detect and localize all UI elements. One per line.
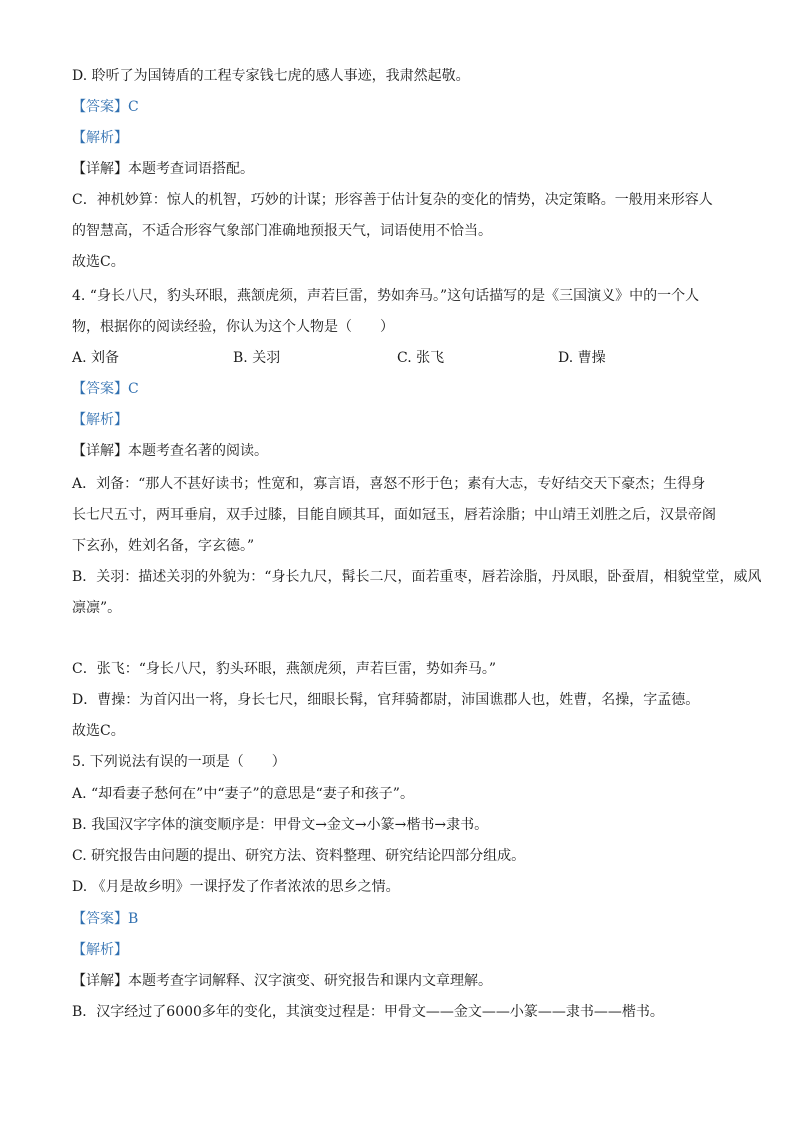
answer-label: 【答案】C	[72, 99, 139, 115]
detail-text: 【详解】本题考查名著的阅读。	[72, 443, 268, 459]
question-4-stem: 4. “身长八尺，豹头环眼，燕颔虎须，声若巨雷，势如奔马。”这句话描写的是《三国演义》中的一个人	[72, 288, 700, 304]
q5-option-d: D. 《月是故乡明》一课抒发了作者浓浓的思乡之情。	[72, 879, 400, 895]
detail-text: 【详解】本题考查字词解释、汉字演变、研究报告和课内文章理解。	[72, 973, 492, 989]
question-4-stem: 物，根据你的阅读经验，你认为这个人物是（ ）	[72, 319, 394, 335]
q4-option-d: D. 曹操	[558, 350, 606, 366]
explanation-text: B．关羽：描述关羽的外貌为：“身长九尺，髯长二尺，面若重枣，唇若涂脂，丹凤眼，卧蚕眉，相貌堂堂，威风	[72, 569, 762, 585]
explanation-text: 下玄孙，姓刘名备，字玄德。”	[72, 538, 255, 554]
q4-option-b: B. 关羽	[233, 350, 281, 366]
explanation-text: 的智慧高，不适合形容气象部门准确地预报天气，词语使用不恰当。	[72, 223, 492, 239]
explanation-text: A．刘备：“那人不甚好读书；性宽和，寡言语，喜怒不形于色；素有大志，专好结交天下豪杰；生得身	[72, 476, 706, 492]
explanation-text: C．神机妙算：惊人的机智，巧妙的计谋；形容善于估计复杂的变化的情势，决定策略。一般用来形容人	[72, 192, 713, 208]
q3-option-d: D. 聆听了为国铸盾的工程专家钱七虎的感人事迹，我肃然起敬。	[72, 68, 470, 84]
answer-label: 【答案】C	[72, 381, 139, 397]
q4-option-c: C. 张飞	[397, 350, 445, 366]
question-5-stem: 5. 下列说法有误的一项是（ ）	[72, 754, 286, 770]
explanation-text: 长七尺五寸，两耳垂肩，双手过膝，目能自顾其耳，面如冠玉，唇若涂脂；中山靖王刘胜之后，汉景帝阁	[72, 507, 716, 523]
conclusion-text: 故选C。	[72, 254, 125, 270]
analysis-label: 【解析】	[72, 412, 128, 428]
q5-option-c: C. 研究报告由问题的提出、研究方法、资料整理、研究结论四部分组成。	[72, 848, 526, 864]
analysis-label: 【解析】	[72, 942, 128, 958]
explanation-text: C．张飞：“身长八尺，豹头环眼，燕颔虎须，声若巨雷，势如奔马。”	[72, 661, 497, 677]
q4-option-a: A. 刘备	[72, 350, 120, 366]
conclusion-text: 故选C。	[72, 723, 125, 739]
answer-label: 【答案】B	[72, 911, 139, 927]
explanation-text: D．曹操：为首闪出一将，身长七尺，细眼长髯，官拜骑都尉，沛国谯郡人也，姓曹，名操，字孟德。	[72, 692, 700, 708]
explanation-text: 凛凛”。	[72, 600, 122, 616]
q5-option-a: A. “却看妻子愁何在”中“妻子”的意思是“妻子和孩子”。	[72, 786, 414, 802]
detail-text: 【详解】本题考查词语搭配。	[72, 161, 254, 177]
analysis-label: 【解析】	[72, 130, 128, 146]
q5-option-b: B. 我国汉字字体的演变顺序是：甲骨文→金文→小篆→楷书→隶书。	[72, 817, 489, 833]
explanation-text: B．汉字经过了6000多年的变化，其演变过程是：甲骨文——金文——小篆——隶书——楷书。	[72, 1004, 664, 1020]
